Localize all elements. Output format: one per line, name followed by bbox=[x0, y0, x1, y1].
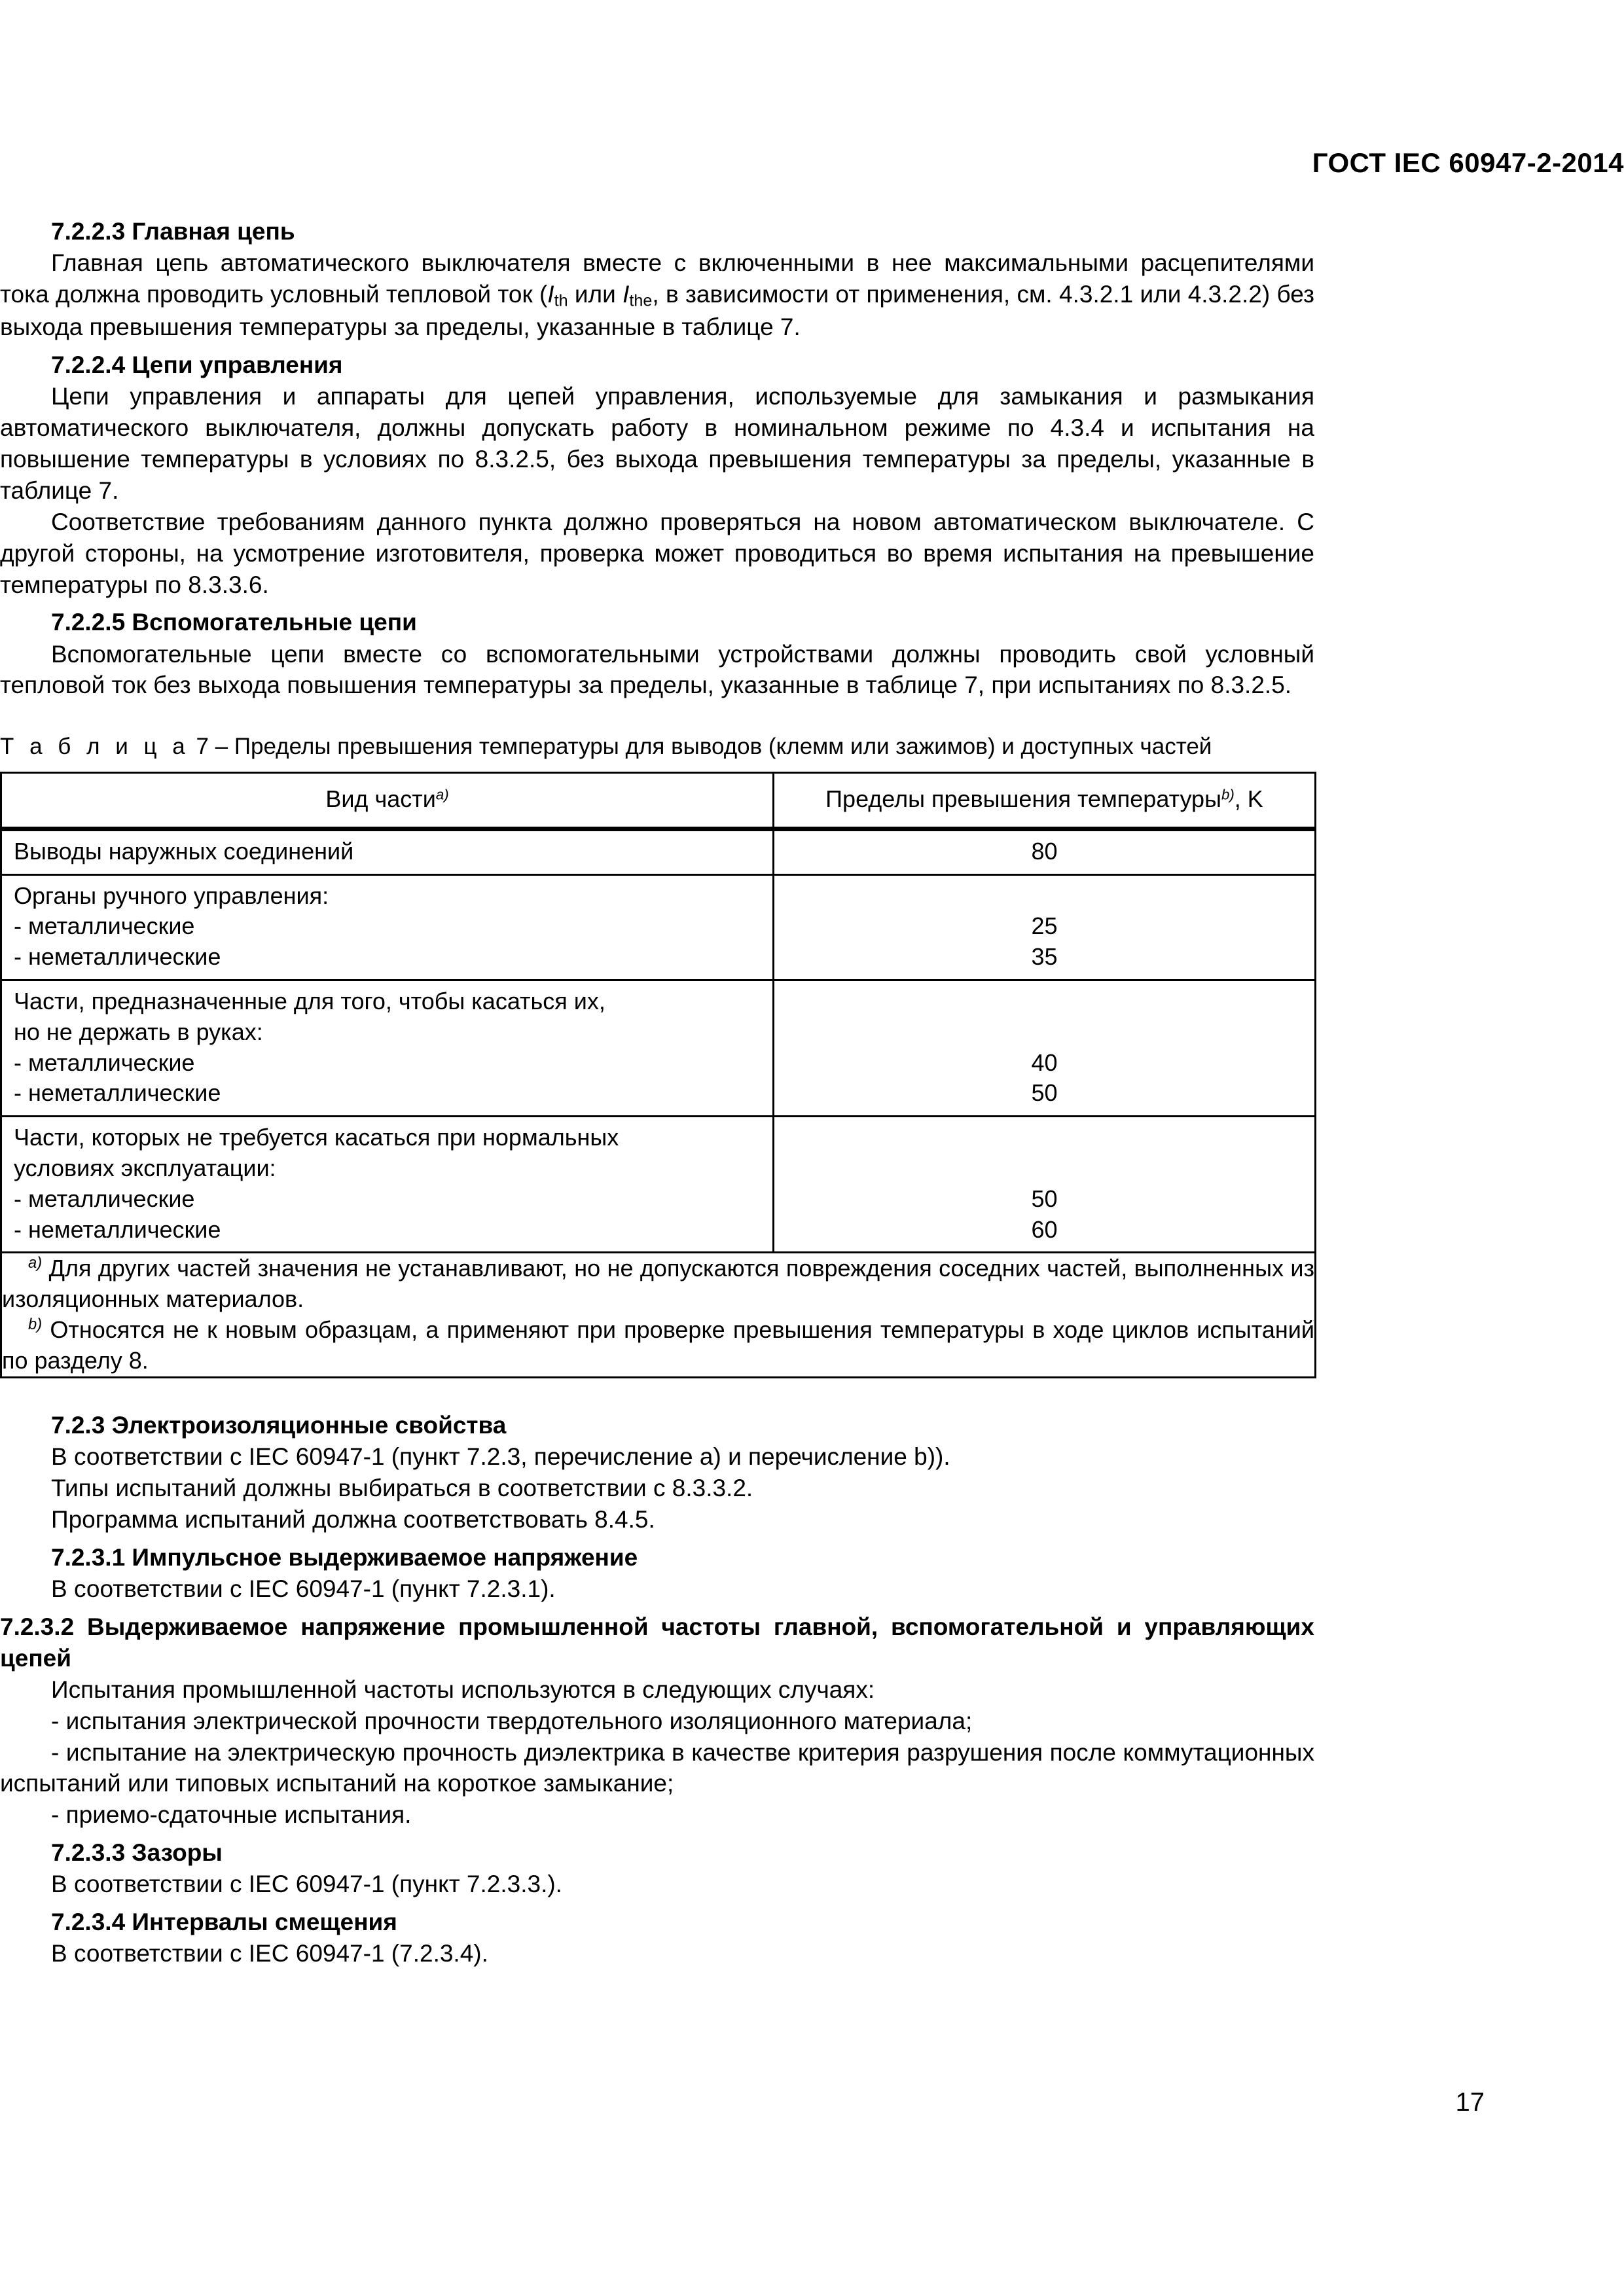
spacer bbox=[0, 343, 1314, 350]
table-cell-label bbox=[1, 829, 774, 874]
table-footnotes-row bbox=[1, 1253, 1316, 1377]
table-cell-label bbox=[1, 874, 774, 980]
footnote-marker-b: b) bbox=[28, 1316, 43, 1334]
label-line: - металлические bbox=[14, 1185, 195, 1212]
table-cell-value bbox=[774, 1117, 1316, 1253]
heading-7-2-3-1: 7.2.3.1 Импульсное выдерживаемое напряжение bbox=[51, 1543, 638, 1571]
bullet-7-2-3-2-3: - приемо-сдаточные испытания. bbox=[51, 1801, 412, 1829]
value-line: 35 bbox=[1031, 943, 1058, 971]
footnote-b-text: Относятся не к новым образцам, а применяют при проверке превышения температуры в ходе циклов испытаний по разделу 8. bbox=[2, 1316, 1314, 1374]
table-row bbox=[1, 874, 1316, 980]
page-number: 17 bbox=[1455, 2088, 1485, 2117]
label-line: Органы ручного управления: bbox=[14, 882, 329, 909]
label-line: Части, предназначенные для того, чтобы касаться их, bbox=[14, 988, 605, 1015]
table-caption-word: Т а б л и ц а bbox=[0, 734, 190, 760]
paragraph-7-2-3-4: В соответствии с IEC 60947-1 (7.2.3.4). bbox=[51, 1940, 488, 1967]
table-cell-value bbox=[774, 980, 1316, 1117]
table-row bbox=[1, 980, 1316, 1117]
value-line: 80 bbox=[1031, 837, 1058, 865]
spacer bbox=[0, 1900, 1314, 1907]
symbol-ithe: I bbox=[623, 281, 630, 308]
label-line: - неметаллические bbox=[14, 943, 221, 971]
para-text-mid: или bbox=[568, 281, 623, 308]
table-cell-label bbox=[1, 1117, 774, 1253]
document-header-title: ГОСТ IEC 60947-2-2014 bbox=[1312, 147, 1624, 178]
paragraph-7-2-3-1: В соответствии с IEC 60947-1 (пункт 7.2.3.1). bbox=[51, 1575, 556, 1602]
table-header-cell-part-type bbox=[1, 773, 774, 829]
paragraph-7-2-3-c: Программа испытаний должна соответствовать 8.4.5. bbox=[51, 1505, 655, 1533]
table-7-caption bbox=[0, 732, 1314, 761]
para-text-before: Главная цепь автоматического выключателя вместе с включенными в нее максимальными расцепителями тока должна проводить условный тепловой ток ( bbox=[0, 249, 1314, 308]
paragraph-7-2-3-2-intro: Испытания промышленной частоты используются в следующих случаях: bbox=[51, 1676, 875, 1703]
subscript-the: the bbox=[629, 291, 653, 310]
paragraph-7-2-2-4-a: Цепи управления и аппараты для цепей управления, используемые для замыкания и размыкания автоматического выключателя, должны допускать работу в номинальном режиме по 4.3.4 и испытания на повышение температуры в условиях по 8.3.2.5, без выхода превышения температуры за пределы, указанные в таблице 7. bbox=[0, 383, 1314, 504]
table-7-body bbox=[1, 829, 1316, 1377]
paragraph-7-2-3-a: В соответствии с IEC 60947-1 (пункт 7.2.3, перечисление a) и перечисление b)). bbox=[51, 1443, 950, 1470]
label-line: - неметаллические bbox=[14, 1079, 221, 1107]
spacer bbox=[0, 600, 1314, 607]
table-cell-value bbox=[774, 874, 1316, 980]
spacer bbox=[0, 701, 1314, 732]
table-caption-rest: 7 – Пределы превышения температуры для выводов (клемм или зажимов) и доступных частей bbox=[196, 734, 1212, 760]
value-line: 60 bbox=[1031, 1215, 1058, 1243]
table-7 bbox=[0, 772, 1316, 1378]
footnote-marker-a: a) bbox=[28, 1254, 43, 1272]
footnote-marker-b: b) bbox=[1221, 786, 1235, 803]
label-line: но не держать в руках: bbox=[14, 1018, 263, 1045]
heading-7-2-3-3: 7.2.3.3 Зазоры bbox=[51, 1839, 223, 1867]
heading-7-2-3: 7.2.3 Электроизоляционные свойства bbox=[51, 1411, 507, 1439]
subscript-th: th bbox=[554, 291, 568, 310]
footnote-marker-a: a) bbox=[435, 786, 449, 803]
spacer bbox=[0, 761, 1314, 772]
header-unit-kelvin: , K bbox=[1234, 785, 1263, 813]
spacer bbox=[0, 1605, 1314, 1611]
value-line: 25 bbox=[1031, 912, 1058, 940]
spacer bbox=[0, 1378, 1314, 1410]
bullet-7-2-3-2-1: - испытания электрической прочности твердотельного изоляционного материала; bbox=[51, 1707, 973, 1734]
header-label-temp-limits: Пределы превышения температуры bbox=[825, 785, 1221, 813]
spacer bbox=[0, 1535, 1314, 1542]
spacer bbox=[0, 1831, 1314, 1837]
table-header-cell-temp-limits bbox=[774, 773, 1316, 829]
heading-7-2-2-5: 7.2.2.5 Вспомогательные цепи bbox=[51, 609, 417, 636]
table-row bbox=[1, 829, 1316, 874]
label-line: Выводы наружных соединений bbox=[14, 837, 354, 865]
value-line: 50 bbox=[1031, 1079, 1058, 1107]
heading-7-2-2-4: 7.2.2.4 Цепи управления bbox=[51, 351, 343, 378]
label-line: - неметаллические bbox=[14, 1215, 221, 1243]
paragraph-7-2-2-5: Вспомогательные цепи вместе со вспомогательными устройствами должны проводить свой условный тепловой ток без выхода повышения температуры за пределы, указанные в таблице 7, при испытаниях по 8.3.2.5. bbox=[0, 640, 1314, 699]
symbol-ith: I bbox=[547, 281, 554, 308]
heading-7-2-3-2: 7.2.3.2 Выдерживаемое напряжение промышленной частоты главной, вспомогательной и управляющих цепей bbox=[0, 1613, 1314, 1672]
paragraph-7-2-3-3: В соответствии с IEC 60947-1 (пункт 7.2.3.3.). bbox=[51, 1871, 562, 1898]
header-label-part-type: Вид части bbox=[325, 785, 436, 813]
table-cell-label bbox=[1, 980, 774, 1117]
value-line: 40 bbox=[1031, 1049, 1058, 1076]
table-row bbox=[1, 1117, 1316, 1253]
table-7-head bbox=[1, 773, 1316, 829]
table-header-row bbox=[1, 773, 1316, 829]
paragraph-7-2-2-3 bbox=[0, 247, 1314, 343]
footnote-a bbox=[2, 1253, 1314, 1315]
table-footnotes-cell bbox=[1, 1253, 1316, 1377]
footnote-b bbox=[2, 1315, 1314, 1376]
label-line: - металлические bbox=[14, 1049, 195, 1076]
footnote-a-text: Для других частей значения не устанавливают, но не допускаются повреждения соседних частей, выполненных из изоляционных материалов. bbox=[2, 1255, 1314, 1313]
label-line: - металлические bbox=[14, 912, 195, 940]
label-line: Части, которых не требуется касаться при нормальных bbox=[14, 1124, 619, 1151]
value-line: 50 bbox=[1031, 1185, 1058, 1212]
label-line: условиях эксплуатации: bbox=[14, 1155, 276, 1182]
para-text-after: , в зависимости от применения, см. 4.3.2.1 или 4.3.2.2) без выхода превышения температуры за пределы, указанные в таблице 7. bbox=[0, 281, 1314, 341]
bullet-7-2-3-2-2: - испытание на электрическую прочность диэлектрика в качестве критерия разрушения после коммутационных испытаний или типовых испытаний на короткое замыкание; bbox=[0, 1738, 1314, 1797]
paragraph-7-2-3-b: Типы испытаний должны выбираться в соответствии с 8.3.3.2. bbox=[51, 1474, 753, 1501]
document-body bbox=[0, 216, 1314, 1969]
heading-7-2-2-3: 7.2.2.3 Главная цепь bbox=[51, 218, 295, 245]
heading-7-2-3-4: 7.2.3.4 Интервалы смещения bbox=[51, 1909, 397, 1936]
table-cell-value bbox=[774, 829, 1316, 874]
paragraph-7-2-2-4-b: Соответствие требованиям данного пункта должно проверяться на новом автоматическом выключателе. С другой стороны, на усмотрение изготовителя, проверка может проводиться во время испытания на превышение температуры по 8.3.3.6. bbox=[0, 508, 1314, 598]
